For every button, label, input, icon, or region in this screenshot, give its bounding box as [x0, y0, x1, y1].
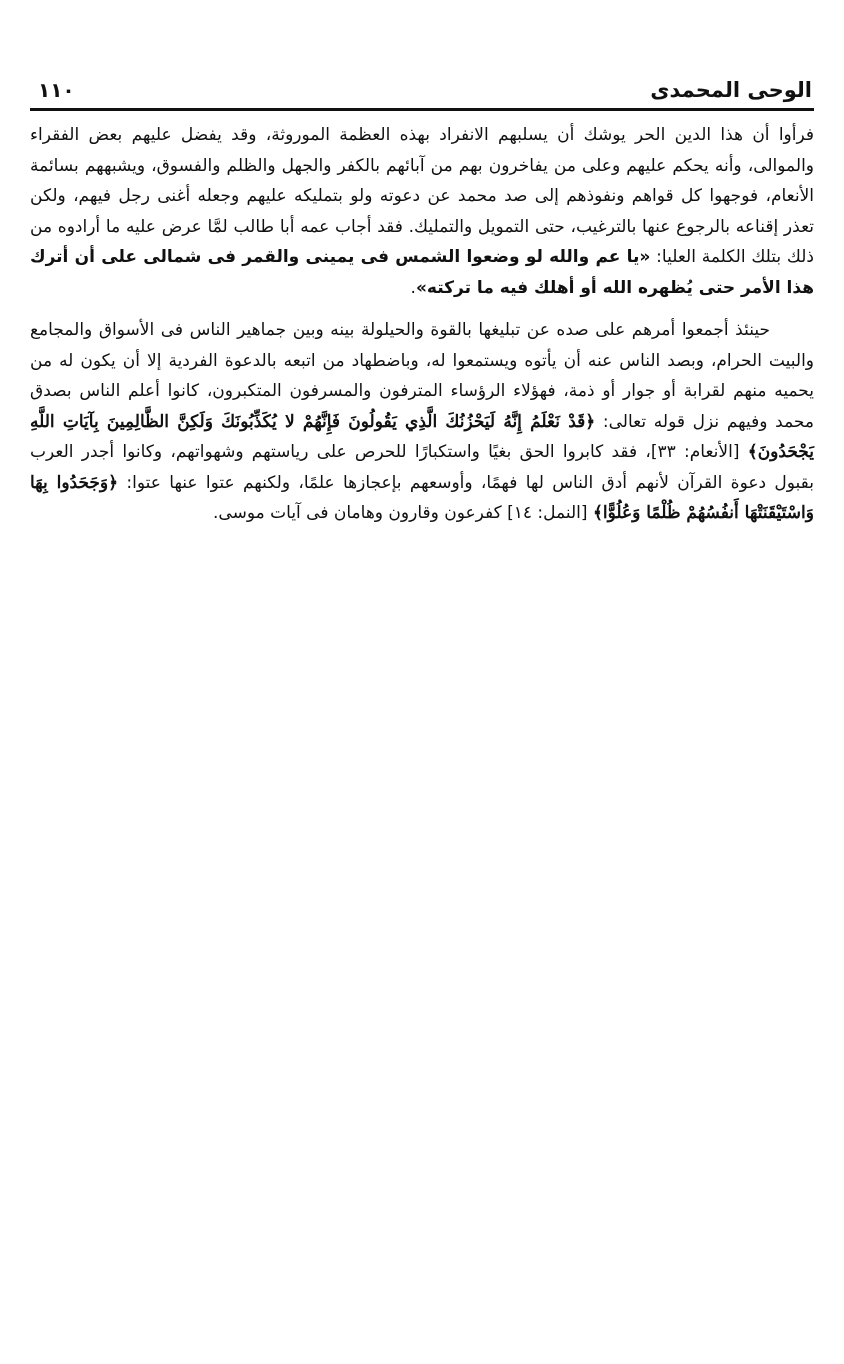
header-rule — [30, 108, 814, 111]
quran-verse-naml: ﴿وَجَحَدُوا بِهَا وَاسْتَيْقَنَتْهَا أَنفُسُهُمْ ظُلْمًا وَعُلُوًّا﴾ — [30, 472, 814, 523]
page-number: ١١٠ — [38, 78, 75, 102]
quran-verse-anam: ﴿قَدْ نَعْلَمُ إِنَّهُ لَيَحْزُنُكَ الَّذِي يَقُولُونَ فَإِنَّهُمْ لا يُكَذِّبُونَكَ وَلَكِنَّ الظَّالِمِينَ بِآيَاتِ اللَّهِ يَجْحَدُونَ﴾ — [30, 411, 814, 462]
paragraph-1 — [30, 120, 814, 303]
paragraph-2-text-a: حينئذ أجمعوا أمرهم على صده عن تبليغها بالقوة والحيلولة بينه وبين جماهير الناس فى الأسواق والمجامع والبيت الحرام، وبصد الناس عنه أن يأتوه ويستمعوا له، وباضطهاد من اتبعه بالدعوة الفردية إلا أن يكون له من يحميه منهم لقرابة أو جوار أو ذمة، فهؤلاء الرؤساء المترفون والمسرفون المتكبرون، كانوا أعلم الناس بصدق محمد وفيهم نزل قوله تعالى: — [30, 320, 814, 432]
hadith-quote: «يا عم والله لو وضعوا الشمس فى يمينى والقمر فى شمالى على أن أترك هذا الأمر حتى يُظهره الله أو أهلك فيه ما تركته» — [30, 247, 814, 298]
paragraph-1-text: فرأوا أن هذا الدين الحر يوشك أن يسلبهم الانفراد بهذه العظمة الموروثة، وقد يفضل عليهم بعض الفقراء والموالى، وأنه يحكم عليهم وعلى من يفاخرون بهم من آبائهم بالكفر والجهل والظلم والفسوق، ويشبههم بسائمة الأنعام، فوجهوا كل قواهم ونفوذهم إلى صد محمد عن دعوته ولو بتمليكه عليهم وجعله أغنى رجل فيهم، ولكن تعذر إقناعه بالرجوع عنها بالترغيب، حتى التمويل والتمليك. فقد أجاب عمه أبا طالب لمَّا عرض عليه ما أرادوه من ذلك بتلك الكلمة العليا: — [30, 125, 814, 267]
paragraph-1-end: . — [410, 277, 416, 298]
paragraph-2 — [30, 315, 814, 529]
body-text — [30, 120, 814, 529]
paragraph-2-text-c: [النمل: ١٤] كفرعون وقارون وهامان فى آيات موسى. — [213, 503, 593, 523]
running-title: الوحى المحمدى — [650, 78, 812, 102]
page-header — [30, 66, 814, 106]
paragraph-2-text-b: [الأنعام: ٣٣]، فقد كابروا الحق بغيًا واستكبارًا للحرص على رياستهم وشهواتهم، وكانوا أجدر العرب بقبول دعوة القرآن لأنهم أدق الناس لها فهمًا، وأوسعهم بإعجازها علمًا، ولكنهم عتوا عنها عتوا: — [30, 442, 814, 493]
